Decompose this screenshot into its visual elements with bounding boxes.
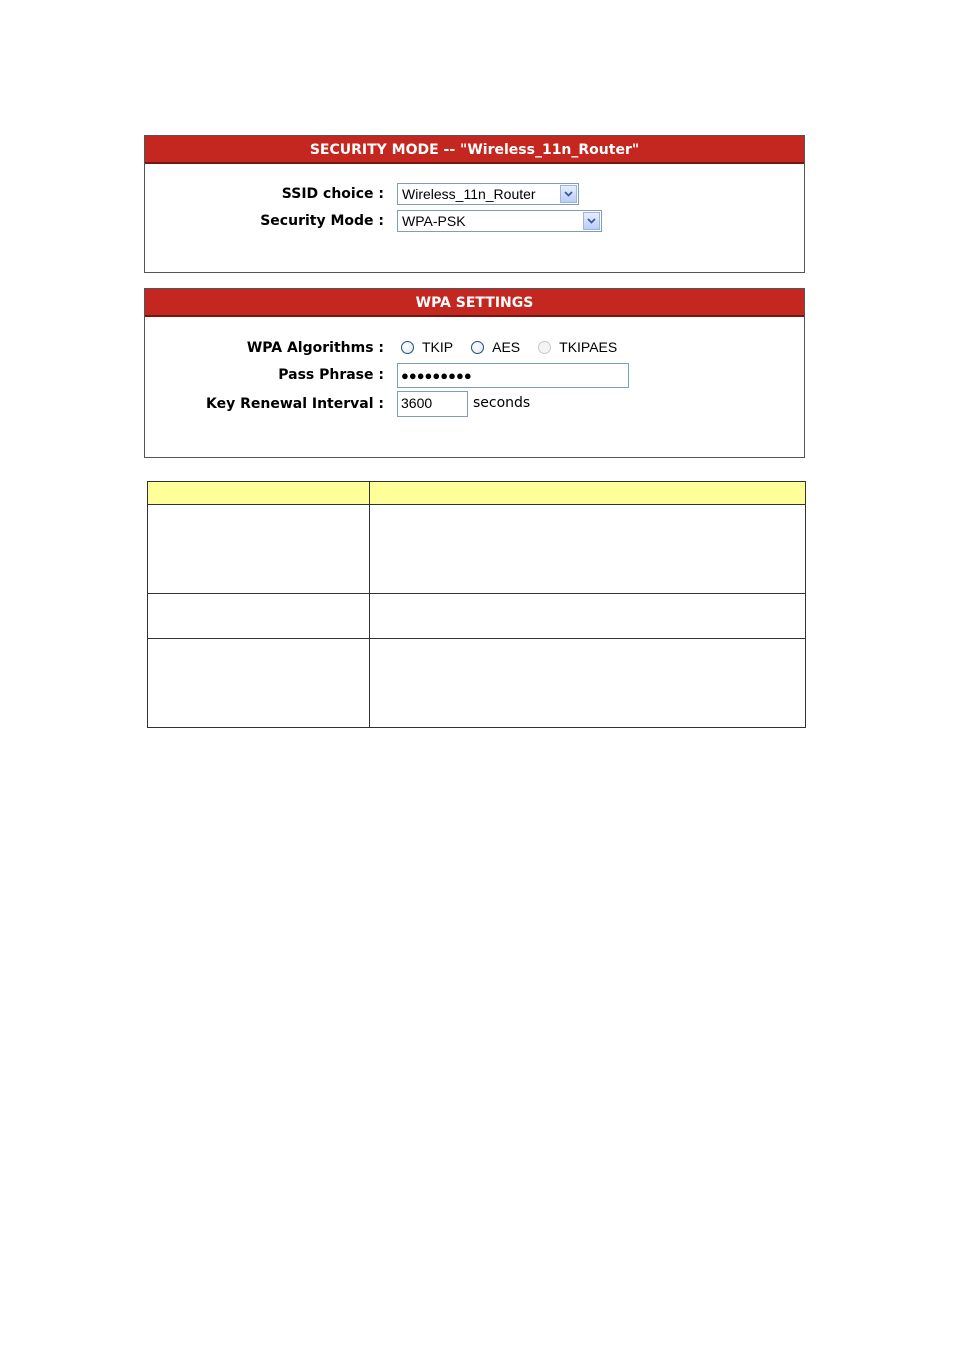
- table-row: [148, 594, 806, 639]
- pass-phrase-value: ●●●●●●●●●: [401, 368, 472, 383]
- table-cell: [148, 594, 370, 639]
- radio-tkipaes: [538, 339, 617, 355]
- description-table: [147, 481, 806, 728]
- radio-button-icon[interactable]: [401, 341, 414, 354]
- table-header-cell: [370, 482, 806, 505]
- radio-aes-label: AES: [492, 339, 521, 355]
- table-row: [148, 505, 806, 594]
- radio-tkip[interactable]: [401, 339, 453, 355]
- table-header-row: [148, 482, 806, 505]
- ssid-choice-label: SSID choice :: [281, 186, 384, 202]
- chevron-down-icon[interactable]: [583, 212, 600, 230]
- key-renewal-unit: seconds: [473, 395, 531, 411]
- wpa-algorithms-row: [145, 337, 804, 363]
- key-renewal-value: 3600: [401, 395, 433, 411]
- table-header-cell: [148, 482, 370, 505]
- security-mode-label: Security Mode :: [260, 213, 384, 229]
- ssid-choice-row: [145, 183, 804, 209]
- radio-tkipaes-label: TKIPAES: [559, 339, 618, 355]
- table-row: [148, 639, 806, 728]
- ssid-choice-select[interactable]: [397, 183, 579, 205]
- chevron-down-icon[interactable]: [560, 185, 577, 203]
- pass-phrase-label: Pass Phrase :: [278, 367, 384, 383]
- key-renewal-row: [145, 391, 804, 417]
- key-renewal-label: Key Renewal Interval :: [205, 396, 384, 412]
- ssid-choice-value: Wireless_11n_Router: [402, 186, 536, 202]
- security-mode-row: [145, 210, 804, 236]
- wpa-settings-title: WPA SETTINGS: [145, 289, 804, 317]
- wpa-settings-panel: [144, 288, 805, 458]
- table-cell: [370, 594, 806, 639]
- security-mode-title: SECURITY MODE -- "Wireless_11n_Router": [145, 136, 804, 164]
- security-mode-value: WPA-PSK: [402, 213, 466, 229]
- table-cell: [148, 505, 370, 594]
- wpa-algorithms-label: WPA Algorithms :: [246, 340, 384, 356]
- radio-button-icon: [538, 341, 551, 354]
- radio-button-icon[interactable]: [471, 341, 484, 354]
- pass-phrase-row: [145, 363, 804, 389]
- table-cell: [370, 639, 806, 728]
- security-mode-panel: [144, 135, 805, 273]
- key-renewal-input[interactable]: [397, 391, 468, 417]
- table-cell: [370, 505, 806, 594]
- radio-tkip-label: TKIP: [422, 339, 454, 355]
- pass-phrase-input[interactable]: [397, 363, 629, 388]
- table-cell: [148, 639, 370, 728]
- security-mode-select[interactable]: [397, 210, 602, 232]
- radio-aes[interactable]: [471, 339, 520, 355]
- wpa-algorithms-radio-group: [401, 339, 635, 355]
